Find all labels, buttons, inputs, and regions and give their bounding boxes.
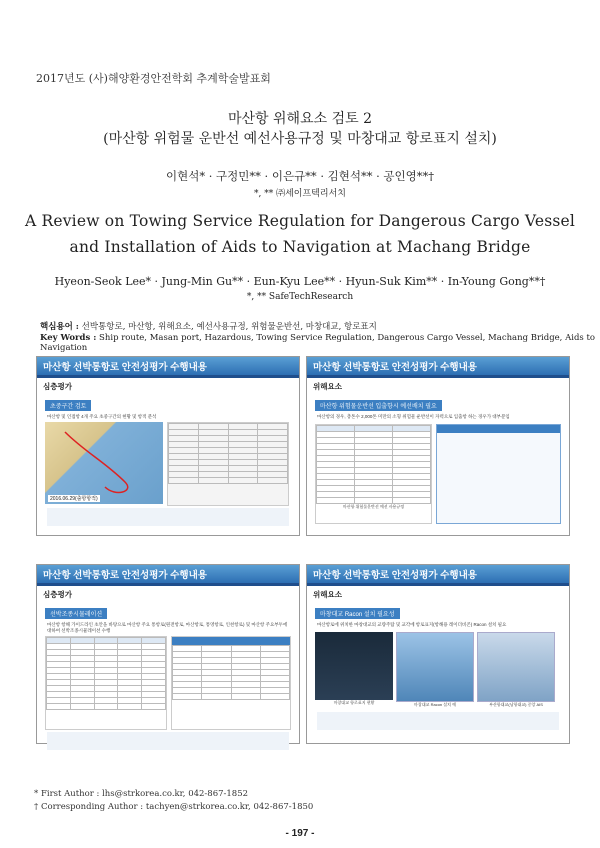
poster-panel-4 [306, 564, 570, 744]
panel-figures [315, 632, 561, 708]
panel-section: 위해요소 [313, 590, 342, 599]
panel-subsection: 마산항 위험물운반선 입출항시 예선배치 필요 [315, 400, 442, 411]
route-map-image [45, 422, 163, 504]
affiliation-en: *, ** SafeTechResearch [246, 292, 354, 302]
figure-1 [315, 632, 393, 708]
conference-header: 2017년도 (사)해양환경안전학회 추계학술발표회 [36, 72, 271, 85]
poster-panel-1 [36, 356, 300, 536]
affiliation-ko: *, ** ㈜세이프텍리서치 [254, 189, 346, 199]
regulation-box-header [437, 425, 560, 433]
panel-divider [307, 375, 569, 378]
panel-title: 마산항 선박통항로 안전성평가 수행내용 [307, 565, 569, 583]
towing-table-image [315, 424, 432, 524]
poster-panel-3 [36, 564, 300, 744]
keywords-ko [40, 320, 377, 332]
footnote-first-author: * First Author : lhs@strkorea.co.kr, 042-867-1852 [34, 789, 249, 799]
panel-text: 마산항의 경우, 총톤수 2,000톤 미만의 소형 위험물 운반선이 자력으로 입출항 하는 경우가 대부분임 [317, 414, 510, 419]
panel-subsection: 마창대교 Racon 설치 필요성 [315, 608, 400, 619]
panel-subsection: 선박조종시뮬레이션 [45, 608, 107, 619]
keywords-ko-label: 핵심용어 : [40, 322, 79, 332]
panel-summary-box [317, 712, 559, 730]
figure-caption: 마창대교 Racon 설치 예 [414, 702, 456, 707]
ais-bridge-photo [477, 632, 555, 702]
result-table-header [172, 637, 290, 645]
panel-text: 마산항로에 위치한 마창대교의 교량주탑 및 교각에 항로표지(항해용 레이더비콘) Racon 설치 필요 [317, 622, 507, 627]
authors-en: Hyeon-Seok Lee* · Jung-Min Gu** · Eun-Kyu Lee** · Hyun-Suk Kim** · In-Young Gong**† [54, 275, 546, 288]
panel-text: 마산항 항해 가이드라인 초안을 바탕으로 마산항 주요 통항로(원전항로, 마산항로, 통영항로, 인천항로) 및 마산항 주요부두에 대하여 선박조종시뮬레이션 수행 [47, 622, 288, 633]
title-en-line-2: and Installation of Aids to Navigation at Machang Bridge [69, 238, 531, 256]
panel-section: 위해요소 [313, 382, 342, 391]
panel-title: 마산항 선박통항로 안전성평가 수행내용 [37, 565, 299, 583]
analysis-table-image [167, 422, 289, 506]
title-en-line-1: A Review on Towing Service Regulation for Dangerous Cargo Vessel [24, 212, 576, 230]
title-ko-line-1: 마산항 위해요소 검토 2 [228, 111, 372, 127]
table-caption: 마산항 위험물운반선 예선 사용규정 [342, 504, 405, 509]
title-ko-line-2: (마산항 위험물 운반선 예선사용규정 및 마창대교 항로표지 설치) [103, 131, 497, 147]
figure-2 [396, 632, 474, 708]
panel-divider [37, 375, 299, 378]
map-date-label: 2016.06.29(출항항적) [50, 496, 98, 502]
panel-divider [37, 583, 299, 586]
panel-divider [307, 583, 569, 586]
track-overlay [45, 422, 163, 504]
keywords-ko-text: 선박통항로, 마산항, 위해요소, 예선사용규정, 위험물운반선, 마창대교, 항로표지 [81, 322, 377, 332]
poster-panel-2 [306, 356, 570, 536]
regulation-box [436, 424, 561, 524]
bridge-photo [396, 632, 474, 702]
keywords-en [40, 333, 600, 353]
simulation-result-table [171, 636, 291, 730]
panel-figures [45, 422, 291, 506]
radar-screen-image [315, 632, 393, 700]
figure-caption: 마창대교 항로표지 현황 [333, 700, 375, 705]
panel-summary-box [47, 732, 289, 750]
figure-3 [477, 632, 555, 708]
panel-text: 마산항 및 인접항 4개 주요 초중구간의 현황 및 항적 분석 [47, 414, 157, 419]
panel-figures [315, 424, 561, 524]
panel-summary-box [47, 508, 289, 526]
keywords-en-text: Ship route, Masan port, Hazardous, Towing Service Regulation, Dangerous Cargo Vessel, Machang Bridge, Aids to Navigation [40, 333, 595, 353]
panel-section: 심층평가 [43, 382, 72, 391]
panel-title: 마산항 선박통항로 안전성평가 수행내용 [37, 357, 299, 375]
authors-ko: 이현석* · 구정민** · 이은규** · 김현석** · 공인영**† [166, 169, 434, 183]
panel-subsection: 초중구간 검토 [45, 400, 91, 411]
panel-figures [45, 636, 291, 730]
simulation-table-image [45, 636, 167, 730]
panel-title: 마산항 선박통항로 안전성평가 수행내용 [307, 357, 569, 375]
keywords-en-label: Key Words : [40, 333, 97, 343]
page-number: - 197 - [285, 828, 315, 839]
footnote-corresponding-author: † Corresponding Author : tachyen@strkorea.co.kr, 042-867-1850 [34, 802, 314, 812]
panel-section: 심층평가 [43, 590, 72, 599]
figure-caption: 부산항대교(남항대교) 중앙 AIS [489, 702, 543, 707]
